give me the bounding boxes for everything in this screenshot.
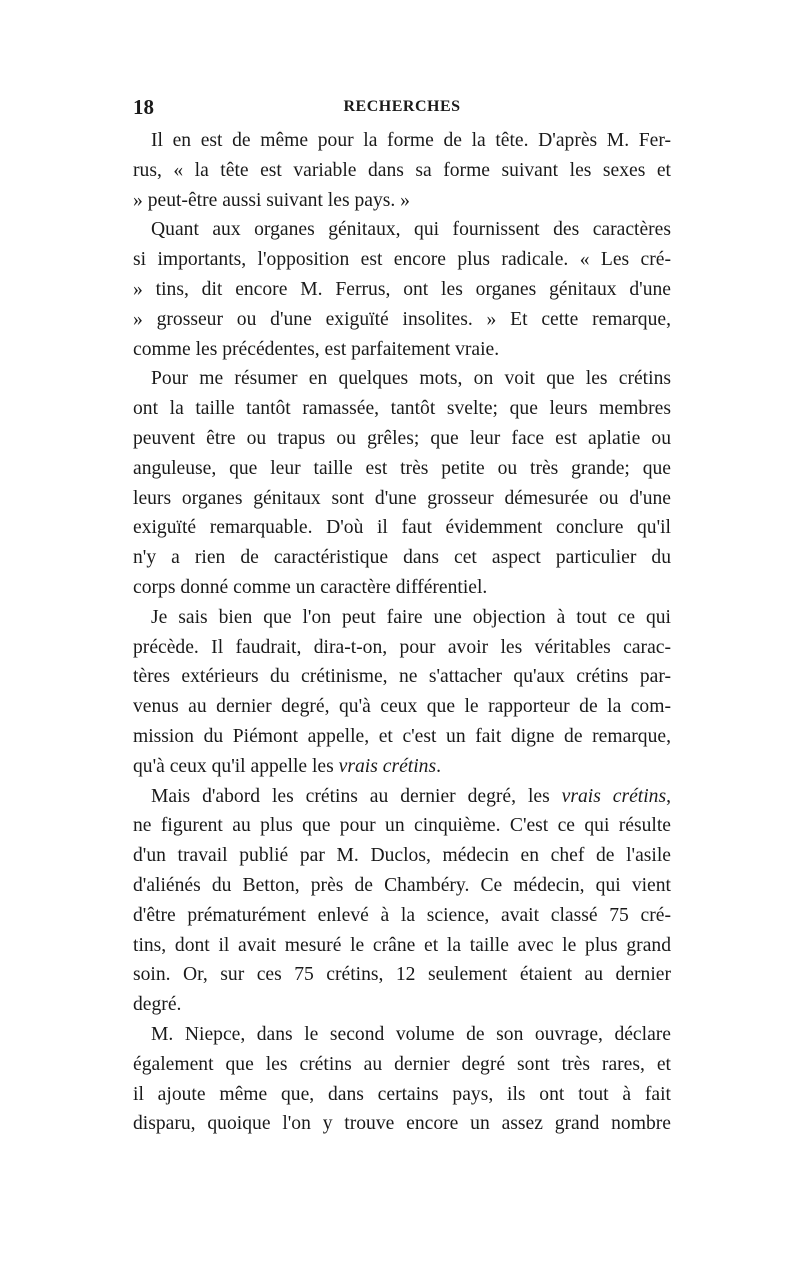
text-line: [133, 186, 671, 216]
text-line: [133, 215, 671, 245]
text-line: [133, 931, 671, 961]
text-line-content: mission du Piémont appelle, et c'est un fait digne de remarque,: [133, 725, 671, 747]
text-line: [133, 722, 671, 752]
text-line-content: tères extérieurs du crétinisme, ne s'attacher qu'aux crétins par-: [133, 666, 671, 688]
text-line-content: Pour me résumer en quelques mots, on voit que les crétins: [151, 368, 671, 390]
text-line: [133, 960, 671, 990]
text-line: [133, 424, 671, 454]
text-line-content: degré.: [133, 994, 182, 1016]
text-line: [133, 752, 671, 782]
text-line: [133, 335, 671, 365]
text-line: [133, 901, 671, 931]
text-line: [133, 1020, 671, 1050]
text-line: [133, 990, 671, 1020]
text-line: [133, 1050, 671, 1080]
text-line-content: d'aliénés du Betton, près de Chambéry. Ce médecin, qui vient: [133, 874, 671, 896]
text-line-content: ne figurent au plus que pour un cinquième. C'est ce qui résulte: [133, 815, 671, 837]
text-line: [133, 454, 671, 484]
text-line-content: anguleuse, que leur taille est très petite ou très grande; que: [133, 457, 671, 479]
text-line-content: M. Niepce, dans le second volume de son ouvrage, déclare: [151, 1023, 671, 1045]
text-line: [133, 841, 671, 871]
text-line-content: soin. Or, sur ces 75 crétins, 12 seulement étaient au dernier: [133, 964, 671, 986]
body-text: [133, 126, 671, 1139]
text-line-content: » grosseur ou d'une exiguïté insolites. » Et cette remarque,: [133, 308, 671, 330]
text-line-content: disparu, quoique l'on y trouve encore un assez grand nombre: [133, 1113, 671, 1135]
text-line-content: il ajoute même que, dans certains pays, ils ont tout à fait: [133, 1083, 671, 1105]
trailing-punctuation: .: [436, 755, 441, 777]
text-line-content: précède. Il faudrait, dira-t-on, pour avoir les véritables carac-: [133, 636, 671, 658]
text-line-content: Il en est de même pour la forme de la tête. D'après M. Fer-: [151, 130, 671, 151]
trailing-punctuation: ,: [666, 785, 671, 807]
text-line-content: Je sais bien que l'on peut faire une objection à tout ce qui: [151, 606, 671, 628]
text-line-content: si importants, l'opposition est encore plus radicale. « Les cré-: [133, 249, 671, 271]
text-line-content: d'un travail publié par M. Duclos, médecin en chef de l'asile: [133, 845, 671, 867]
text-line-content: » peut-être aussi suivant les pays. »: [133, 189, 410, 211]
text-line: [133, 811, 671, 841]
text-line: [133, 603, 671, 633]
text-line: [133, 275, 671, 305]
text-line-content: corps donné comme un caractère différentiel.: [133, 576, 488, 598]
text-line: [133, 305, 671, 335]
page-number: 18: [133, 95, 154, 119]
text-line-content: également que les crétins au dernier degré sont très rares, et: [133, 1053, 671, 1075]
text-line-content: tins, dont il avait mesuré le crâne et la taille avec le plus grand: [133, 934, 671, 956]
text-line: [133, 871, 671, 901]
text-line: [133, 513, 671, 543]
text-line: [133, 573, 671, 603]
text-line-content: rus, « la tête est variable dans sa forme suivant les sexes et: [133, 159, 671, 181]
text-line: [133, 484, 671, 514]
text-line: [133, 543, 671, 573]
text-line-content: peuvent être ou trapus ou grêles; que leur face est aplatie ou: [133, 427, 671, 449]
text-line-content: Quant aux organes génitaux, qui fournissent des caractères: [151, 219, 671, 241]
text-line-content: d'être prématurément enlevé à la science, avait classé 75 cré-: [133, 904, 671, 926]
text-line-content: qu'à ceux qu'il appelle les: [133, 755, 339, 777]
text-line: [133, 662, 671, 692]
text-line: [133, 126, 671, 156]
text-line: [133, 364, 671, 394]
text-line-content: ont la taille tantôt ramassée, tantôt svelte; que leurs membres: [133, 398, 671, 420]
text-line-content: leurs organes génitaux sont d'une grosseur démesurée ou d'une: [133, 487, 671, 509]
italic-term: vrais crétins: [338, 755, 437, 777]
text-line-content: » tins, dit encore M. Ferrus, ont les organes génitaux d'une: [133, 278, 671, 300]
text-line-content: comme les précédentes, est parfaitement vraie.: [133, 338, 500, 360]
text-line-content: n'y a rien de caractéristique dans cet aspect particulier du: [133, 547, 671, 569]
text-line: [133, 1109, 671, 1139]
page-header: [133, 95, 671, 121]
text-line-content: venus au dernier degré, qu'à ceux que le rapporteur de la com-: [133, 696, 671, 718]
text-line: [133, 633, 671, 663]
text-line-content: Mais d'abord les crétins au dernier degré, les: [151, 785, 562, 807]
text-line: [133, 394, 671, 424]
text-line: [133, 692, 671, 722]
text-line: [133, 156, 671, 186]
text-line: [133, 1080, 671, 1110]
text-line: [133, 782, 671, 812]
running-title: RECHERCHES: [343, 98, 461, 115]
text-line: [133, 245, 671, 275]
italic-term: vrais crétins: [561, 785, 667, 807]
text-line-content: exiguïté remarquable. D'où il faut évidemment conclure qu'il: [133, 517, 671, 539]
